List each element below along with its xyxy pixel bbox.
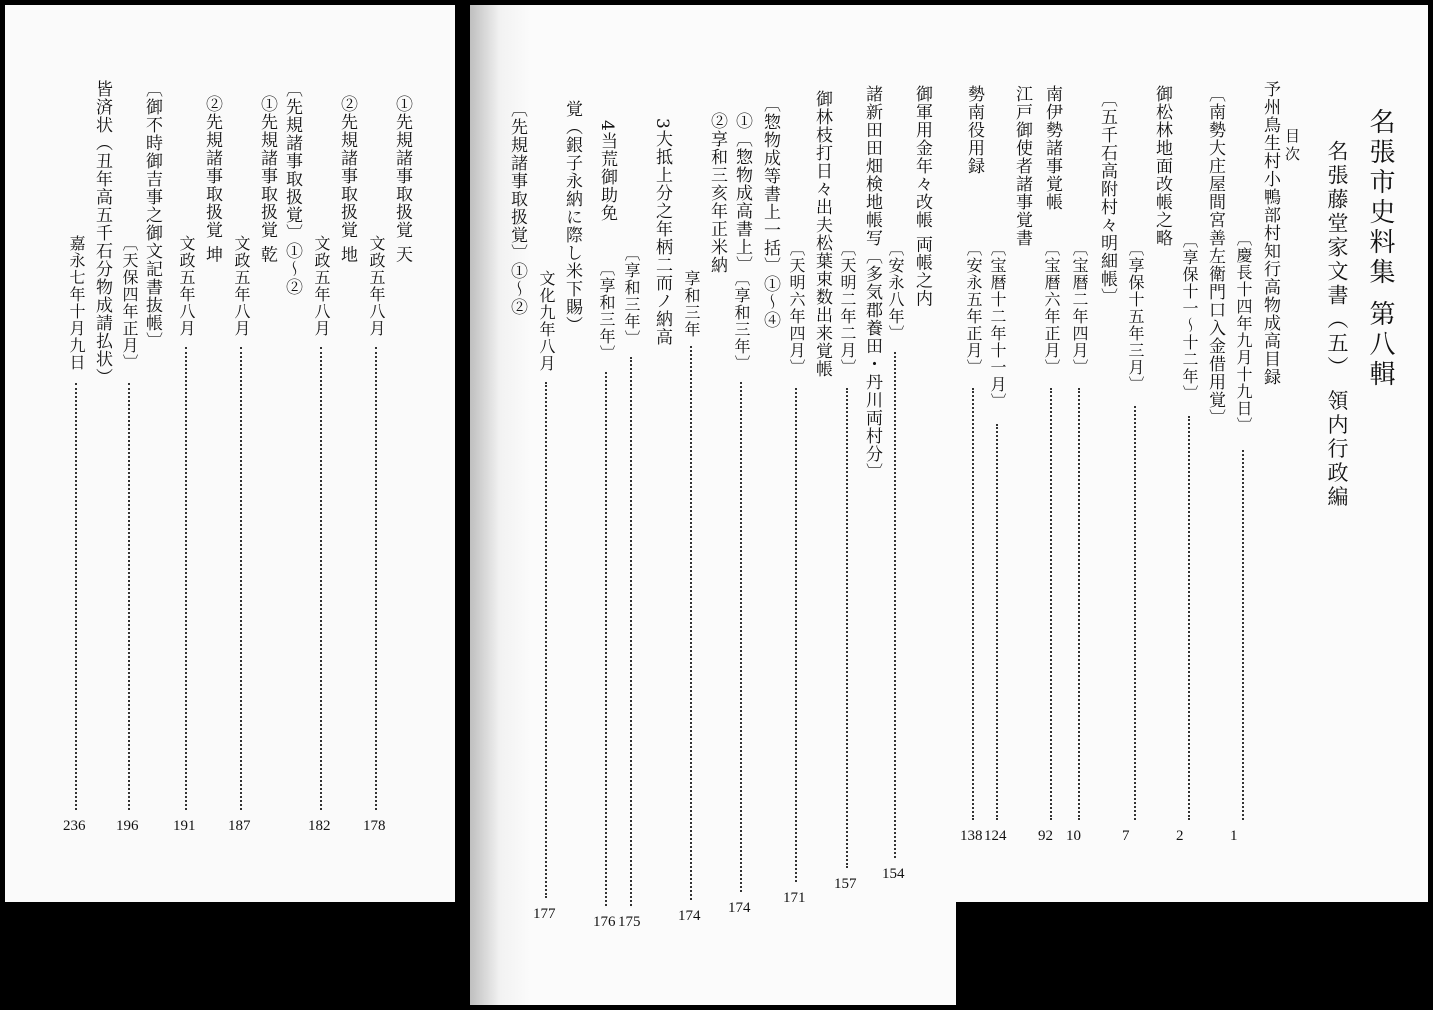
- right-toc-leader-dots: [1188, 416, 1190, 820]
- right-toc-entry-title: 覚（銀子永納に際し米下賜）: [562, 100, 582, 334]
- right-toc-page-number: 154: [882, 866, 905, 882]
- right-toc-page-number: 157: [834, 876, 857, 892]
- right-toc-entry-title: 御軍用金年々改帳 両帳之内: [912, 85, 932, 308]
- right-toc-leader-dots: [846, 388, 848, 868]
- left-toc-leader-dots: [75, 383, 77, 810]
- left-toc-leader-dots: [240, 347, 242, 810]
- right-toc-entry-date: 享和三年: [682, 270, 701, 338]
- right-toc-entry-title: 南伊勢諸事覚帳: [1042, 85, 1062, 211]
- left-page: [5, 5, 455, 902]
- right-toc-leader-dots: [630, 357, 632, 906]
- right-toc-leader-dots: [1078, 388, 1080, 820]
- right-toc-entry-date: 〔享和三年〕: [732, 270, 751, 372]
- right-toc-entry-date: 〔慶長十四年九月十九日〕: [1234, 230, 1253, 434]
- right-toc-entry-title: 勢南役用録: [964, 85, 984, 175]
- right-toc-page-number: 1: [1230, 828, 1238, 844]
- right-toc-entry-title: 4当荒御助免: [597, 120, 617, 222]
- right-toc-entry-date: 〔天明六年四月〕: [787, 240, 806, 376]
- right-toc-entry-title: 江戸御使者諸事覚書: [1012, 85, 1032, 247]
- left-toc-entry-title: 皆済状（丑年高五千石分物成請払状）: [92, 80, 112, 386]
- left-toc-entry-date: 文政五年八月: [367, 235, 386, 337]
- right-toc-entry-title: 諸新田田畑検地帳写〔多気郡養田・丹川両村分〕: [862, 85, 882, 481]
- right-toc-page-number: 7: [1122, 828, 1130, 844]
- right-toc-leader-dots: [795, 388, 797, 882]
- left-toc-leader-dots: [320, 347, 322, 810]
- left-toc-leader-dots: [185, 347, 187, 810]
- right-toc-page-number: 177: [533, 906, 556, 922]
- left-toc-leader-dots: [128, 383, 130, 810]
- right-toc-page-number: 92: [1038, 828, 1053, 844]
- right-toc-leader-dots: [1134, 406, 1136, 820]
- right-toc-entry-date: 〔享和三年〕: [597, 260, 616, 362]
- right-toc-page-number: 2: [1176, 828, 1184, 844]
- right-toc-entry-title: 〔惣物成等書上一括〕①～④: [760, 95, 780, 329]
- right-toc-entry-title: 〔南勢大庄屋間宮善左衛門口入金借用覚〕: [1205, 85, 1225, 427]
- book-title: 名張市史料集 第八輯: [1365, 108, 1395, 391]
- left-toc-page-number: 178: [363, 818, 386, 834]
- right-toc-leader-dots: [1050, 388, 1052, 820]
- right-toc-entry-date: 〔安永八年〕: [886, 240, 905, 342]
- toc-heading: 目次: [1283, 128, 1301, 164]
- right-toc-leader-dots: [605, 372, 607, 906]
- left-toc-entry-title: ①先規諸事取扱覚 天: [392, 95, 412, 264]
- right-toc-page-number: 174: [728, 900, 751, 916]
- right-toc-page-number: 138: [960, 828, 983, 844]
- right-toc-page-number: 175: [618, 914, 641, 930]
- right-toc-leader-dots: [740, 382, 742, 892]
- left-toc-page-number: 191: [173, 818, 196, 834]
- right-toc-leader-dots: [1242, 450, 1244, 820]
- left-toc-entry-date: 文政五年八月: [312, 235, 331, 337]
- right-toc-entry-title: 御林枝打日々出夫松葉束数出来覚帳: [812, 90, 832, 378]
- right-toc-page-number: 124: [984, 828, 1007, 844]
- right-toc-entry-date: 〔享和三年〕: [622, 245, 641, 347]
- left-toc-entry-title: ②先規諸事取扱覚 坤: [202, 95, 222, 264]
- right-toc-entry-title: 〔五千石高附村々明細帳〕: [1097, 90, 1117, 306]
- left-toc-entry-title: 〔先規諸事取扱覚〕①～②: [282, 80, 302, 296]
- right-toc-leader-dots: [690, 346, 692, 900]
- right-toc-entry-date: 文化九年八月: [537, 270, 556, 372]
- right-toc-entry-title: 御松林地面改帳之略: [1152, 85, 1172, 247]
- book-subtitle: 名張藤堂家文書（五） 領内行政編: [1325, 140, 1349, 510]
- right-toc-entry-date: 〔宝暦六年正月〕: [1042, 240, 1061, 376]
- right-toc-leader-dots: [545, 382, 547, 898]
- right-toc-page-number: 10: [1066, 828, 1081, 844]
- right-toc-entry-date: 〔享保十五年三月〕: [1126, 240, 1145, 393]
- right-toc-entry-title: ②享和三亥年正米納: [707, 112, 727, 274]
- right-toc-entry-title: 予州鳥生村小鴨部村知行高物成高目録: [1260, 80, 1280, 386]
- right-toc-leader-dots: [996, 424, 998, 820]
- right-toc-entry-date: 〔宝暦二年四月〕: [1070, 240, 1089, 376]
- right-toc-entry-date: 〔享保十一～十二年〕: [1180, 232, 1199, 402]
- right-toc-entry-date: 〔天明二年二月〕: [838, 240, 857, 376]
- left-toc-page-number: 236: [63, 818, 86, 834]
- left-toc-entry-date: 〔天保四年正月〕: [120, 235, 139, 371]
- left-toc-page-number: 196: [116, 818, 139, 834]
- right-toc-page-number: 176: [593, 914, 616, 930]
- page-fold-shadow: [470, 5, 500, 1005]
- left-toc-entry-date: 嘉永七年十月九日: [67, 235, 86, 371]
- left-toc-entry-title: ②先規諸事取扱覚 地: [337, 95, 357, 264]
- right-toc-entry-date: 〔宝暦十二年十一月〕: [988, 240, 1007, 410]
- left-toc-page-number: 182: [308, 818, 331, 834]
- right-toc-page-number: 174: [678, 908, 701, 924]
- left-toc-leader-dots: [375, 347, 377, 810]
- right-toc-leader-dots: [972, 388, 974, 820]
- left-toc-page-number: 187: [228, 818, 251, 834]
- left-toc-entry-title: 〔御不時御吉事之御文記書抜帳〕: [142, 80, 162, 350]
- left-toc-entry-date: 文政五年八月: [177, 235, 196, 337]
- right-toc-page-number: 171: [783, 890, 806, 906]
- left-toc-entry-title: ①先規諸事取扱覚 乾: [257, 95, 277, 264]
- right-toc-entry-title: 3大抵上分之年柄二而ノ納高: [652, 118, 672, 346]
- left-toc-entry-date: 文政五年八月: [232, 235, 251, 337]
- right-toc-entry-title: ①〔惣物成高書上〕: [732, 112, 752, 274]
- right-toc-leader-dots: [894, 352, 896, 858]
- right-toc-entry-date: 〔安永五年正月〕: [964, 240, 983, 376]
- right-toc-entry-title: 〔先規諸事取扱覚〕①～②: [507, 100, 527, 316]
